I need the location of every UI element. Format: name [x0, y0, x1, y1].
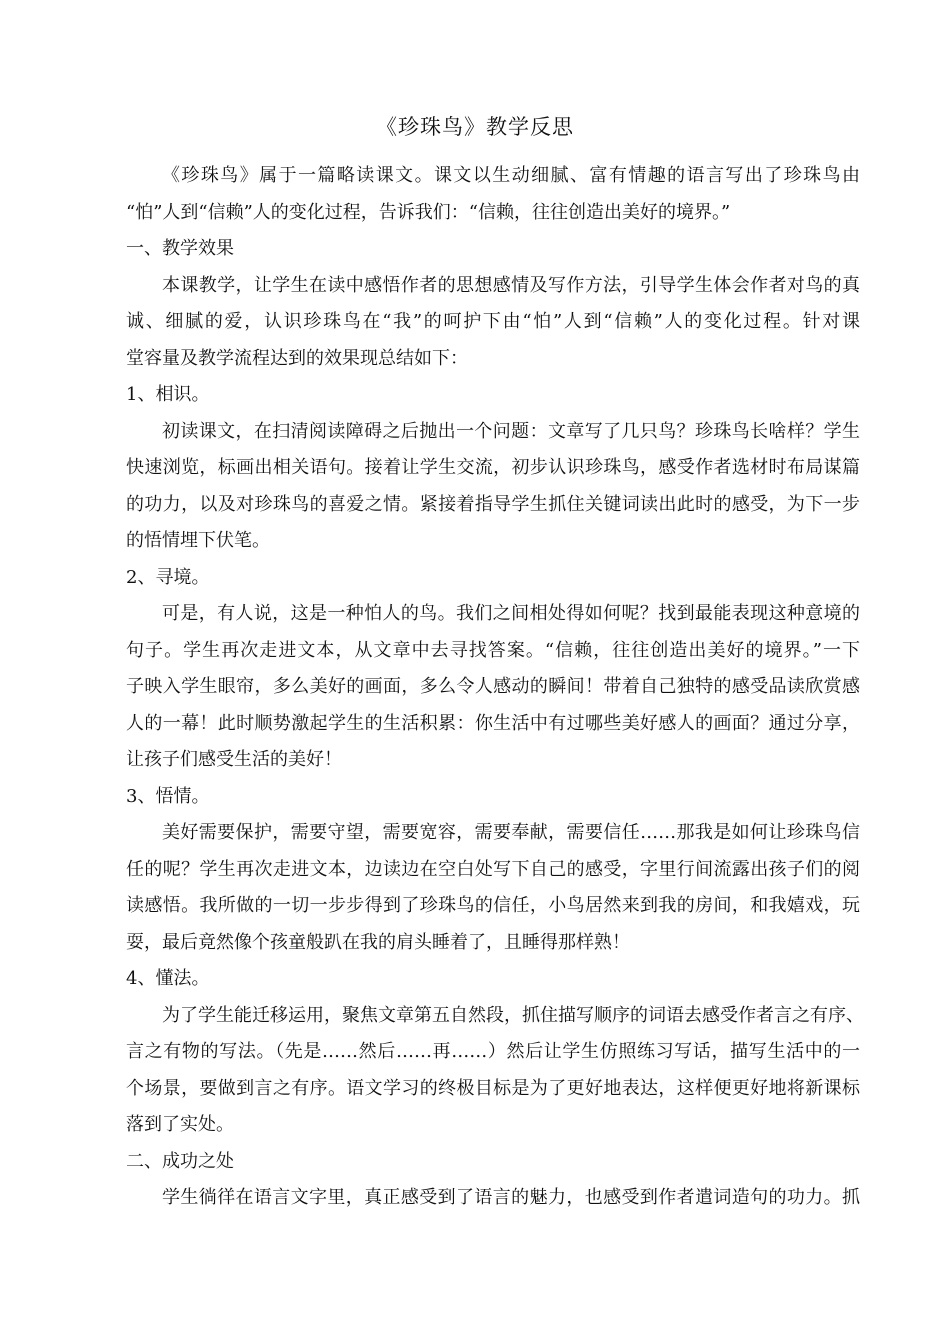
- section-heading-teaching-effect: 一、教学效果: [126, 238, 234, 259]
- item3-paragraph: [90, 815, 860, 961]
- text-line: 诚、细腻的爱，认识珍珠鸟在“我”的呵护下由“怕”人到“信赖”人的变化过程。针对课: [126, 311, 860, 332]
- section1-paragraph: [90, 268, 860, 378]
- text-line: 《珍珠鸟》属于一篇略读课文。课文以生动细腻、富有情趣的语言写出了珍珠鸟由: [162, 165, 860, 186]
- text-line: 子映入学生眼帘，多么美好的画面，多么令人感动的瞬间！带着自己独特的感受品读欣赏感: [126, 676, 860, 697]
- text-line: 落到了实处。: [126, 1114, 234, 1135]
- item1-paragraph: [90, 414, 860, 560]
- text-line: 读感悟。我所做的一切一步步得到了珍珠鸟的信任，小鸟居然来到我的房间，和我嬉戏，玩: [126, 895, 860, 916]
- item2-paragraph: [90, 596, 860, 779]
- text-line: 为了学生能迁移运用，聚焦文章第五自然段，抓住描写顺序的词语去感受作者言之有序、: [162, 1004, 864, 1026]
- item-heading-seek-scene: 2、寻境。: [126, 566, 210, 588]
- document-body: [90, 158, 864, 1217]
- text-line: 可是，有人说，这是一种怕人的鸟。我们之间相处得如何呢？找到最能表现这种意境的: [162, 603, 860, 624]
- text-line: 言之有物的写法。（先是……然后……再……）然后让学生仿照练习写话，描写生活中的一: [126, 1041, 860, 1062]
- text-line: 的悟情埋下伏笔。: [126, 530, 270, 551]
- text-line: 让孩子们感受生活的美好！: [126, 749, 342, 770]
- intro-paragraph: [90, 158, 860, 231]
- section2-paragraph: [90, 1180, 860, 1217]
- text-line: 个场景，要做到言之有序。语文学习的终极目标是为了更好地表达，这样便更好地将新课标: [126, 1077, 860, 1099]
- text-line: “怕”人到“信赖”人的变化过程，告诉我们：“信赖，往往创造出美好的境界。”: [126, 201, 731, 223]
- text-line: 的功力，以及对珍珠鸟的喜爱之情。紧接着指导学生抓住关键词读出此时的感受，为下一步: [126, 493, 860, 515]
- text-line: 句子。学生再次走进文本，从文章中去寻找答案。“信赖，往往创造出美好的境界。”一下: [126, 639, 860, 661]
- item-heading-acquaintance: 1、相识。: [126, 384, 210, 405]
- text-line: 耍，最后竟然像个孩童般趴在我的肩头睡着了，且睡得那样熟！: [126, 931, 630, 953]
- text-line: 本课教学，让学生在读中感悟作者的思想感情及写作方法，引导学生体会作者对鸟的真: [162, 274, 860, 296]
- document-title: 《珍珠鸟》教学反思: [376, 115, 574, 139]
- item-heading-understand-method: 4、懂法。: [126, 968, 210, 989]
- text-line: 学生徜徉在语言文字里，真正感受到了语言的魅力，也感受到作者遣词造句的功力。抓: [162, 1187, 860, 1208]
- section-heading-successes: 二、成功之处: [126, 1150, 234, 1172]
- text-line: 堂容量及教学流程达到的效果现总结如下：: [126, 347, 468, 369]
- text-line: 初读课文，在扫清阅读障碍之后抛出一个问题：文章写了几只鸟？珍珠鸟长啥样？学生: [162, 420, 860, 442]
- text-line: 人的一幕！此时顺势激起学生的生活积累：你生活中有过哪些美好感人的画面？通过分享，: [126, 712, 860, 734]
- item-heading-understand-feeling: 3、悟情。: [126, 785, 210, 807]
- item4-paragraph: [90, 998, 864, 1144]
- text-line: 任的呢？学生再次走进文本，边读边在空白处写下自己的感受，字里行间流露出孩子们的阅: [126, 858, 860, 880]
- text-line: 快速浏览，标画出相关语句。接着让学生交流，初步认识珍珠鸟，感受作者选材时布局谋篇: [126, 457, 860, 478]
- text-line: 美好需要保护，需要守望，需要宽容，需要奉献，需要信任……那我是如何让珍珠鸟信: [162, 822, 860, 843]
